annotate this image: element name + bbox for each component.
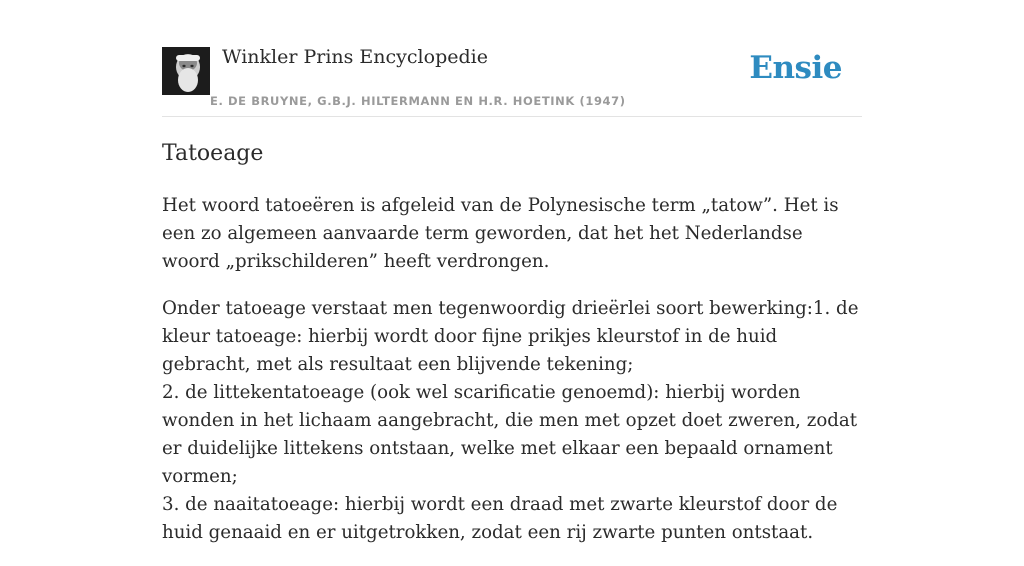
source-title: Winkler Prins Encyclopedie bbox=[222, 46, 488, 68]
article-paragraph-2 bbox=[162, 295, 862, 547]
paragraph-2-line-3: 3. de naaitatoeage: hierbij wordt een draad met zwarte kleurstof door de huid genaaid en er uitgetrokken, zodat een rij zwarte punten ontstaat. bbox=[162, 494, 838, 543]
paragraph-2-line-1: Onder tatoeage verstaat men tegenwoordig drieërlei soort bewerking:1. de kleur tatoeage: hierbij wordt door fijne prikjes kleurstof in de huid gebracht, met als resultaat een blijvende tekening; bbox=[162, 298, 859, 375]
article-paragraph-1: Het woord tatoeëren is afgeleid van de Polynesische term „tatow”. Het is een zo algemeen aanvaarde term geworden, dat het het Nederlandse woord „prikschilderen” heeft verdrongen. bbox=[162, 195, 839, 272]
source-authors: E. DE BRUYNE, G.B.J. HILTERMANN EN H.R. HOETINK (1947) bbox=[210, 94, 626, 108]
brand-logo-link[interactable]: Ensie bbox=[749, 50, 842, 86]
paragraph-2-line-2: 2. de littekentatoeage (ook wel scarificatie genoemd): hierbij worden wonden in het lichaam aangebracht, die men met opzet doet zweren, zodat er duidelijke littekens ontstaan, welke met elkaar een bepaald ornament vormen; bbox=[162, 382, 858, 487]
article-body bbox=[162, 192, 862, 566]
page bbox=[162, 0, 862, 543]
header bbox=[162, 0, 862, 117]
article-title: Tatoeage bbox=[162, 141, 264, 166]
portrait-avatar-icon bbox=[162, 47, 210, 95]
